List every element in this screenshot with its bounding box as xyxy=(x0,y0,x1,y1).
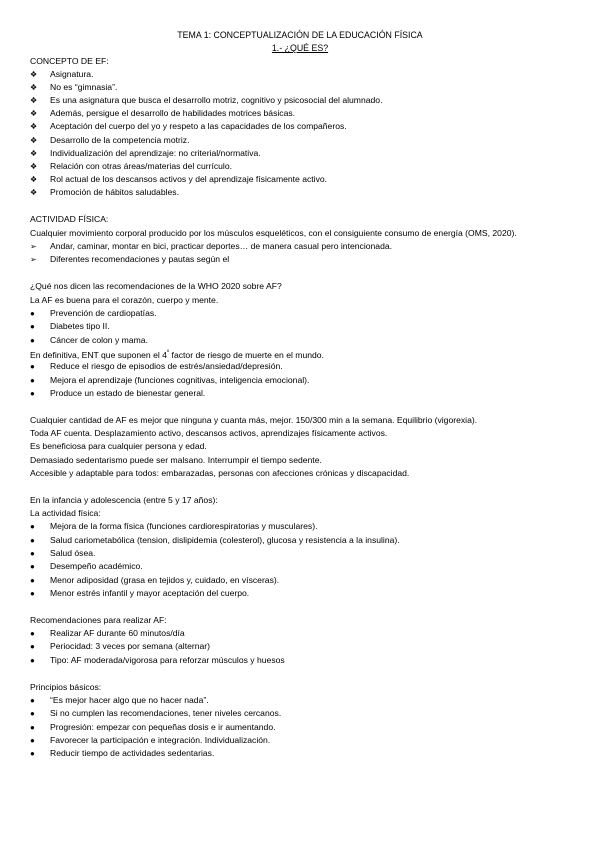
list-item: ● Desempeño académico. xyxy=(30,561,143,571)
bullet-icon: ❖ xyxy=(30,188,38,197)
concepto-heading: CONCEPTO DE EF: xyxy=(30,56,109,66)
bullet-icon: ● xyxy=(30,362,35,371)
actividad-definition: Cualquier movimiento corporal producido por los músculos esqueléticos, con el consiguiente consumo de energía (OMS, 2020). xyxy=(30,228,517,238)
bullet-icon: ● xyxy=(30,656,35,665)
bullet-icon: ● xyxy=(30,536,35,545)
bullet-icon: ❖ xyxy=(30,96,38,105)
infancia-heading: En la infancia y adolescencia (entre 5 y 17 años): xyxy=(30,495,218,505)
bullet-icon: ● xyxy=(30,736,35,745)
list-item: ❖ Relación con otras áreas/materias del currículo. xyxy=(30,161,232,171)
bullet-icon: ❖ xyxy=(30,136,38,145)
infancia-subheading: La actividad física: xyxy=(30,508,101,518)
bullet-icon: ❖ xyxy=(30,149,38,158)
bullet-icon: ❖ xyxy=(30,162,38,171)
bullet-icon: ● xyxy=(30,549,35,558)
list-item: ● “Es mejor hacer algo que no hacer nada”. xyxy=(30,695,209,705)
who-summary: En definitiva, ENT que suponen el $4^º$ factor de riesgo de muerte en el mundo. xyxy=(30,349,324,360)
bullet-icon: ● xyxy=(30,576,35,585)
arrow-bullet-icon: ➢ xyxy=(30,242,37,251)
bullet-icon: ● xyxy=(30,522,35,531)
arrow-bullet-icon: ➢ xyxy=(30,255,37,264)
list-item: ❖ Desarrollo de la competencia motriz. xyxy=(30,135,190,145)
who-intro: La AF es buena para el corazón, cuerpo y mente. xyxy=(30,295,219,305)
statement: Accesible y adaptable para todos: embarazadas, personas con afecciones crónicas y discapacidad. xyxy=(30,468,410,478)
bullet-icon: ● xyxy=(30,749,35,758)
document-subtitle: 1.- ¿QUÉ ES? xyxy=(271,43,329,53)
statement: Demasiado sedentarismo puede ser malsano. Interrumpir el tiempo sedente. xyxy=(30,455,322,465)
list-item: ❖ Además, persigue el desarrollo de habilidades motrices básicas. xyxy=(30,108,296,118)
list-item: ● Diabetes tipo II. xyxy=(30,321,110,331)
list-item: ● Periocidad: 3 veces por semana (alternar) xyxy=(30,641,211,651)
list-item: ● Mejora el aprendizaje (funciones cognitivas, inteligencia emocional). xyxy=(30,375,310,385)
list-item: ● Salud cariometabólica (tension, dislipidemia (colesterol), glucosa y resistencia a la insulina). xyxy=(30,535,400,545)
bullet-icon: ● xyxy=(30,322,35,331)
bullet-icon: ● xyxy=(30,376,35,385)
statement: Toda AF cuenta. Desplazamiento activo, descansos activos, aprendizajes físicamente activos. xyxy=(30,428,388,438)
list-item: ❖ Es una asignatura que busca el desarrollo motriz, cognitivo y psicosocial del alumnado. xyxy=(30,95,383,105)
list-item: ● Realizar AF durante 60 minutos/día xyxy=(30,628,185,638)
bullet-icon: ● xyxy=(30,309,35,318)
bullet-icon: ● xyxy=(30,389,35,398)
list-item: ● Cáncer de colon y mama. xyxy=(30,335,148,345)
bullet-icon: ● xyxy=(30,642,35,651)
list-item: ❖ Aceptación del cuerpo del yo y respeto a las capacidades de los compañeros. xyxy=(30,121,347,131)
bullet-icon: ● xyxy=(30,336,35,345)
list-item: ● Reducir tiempo de actividades sedentarias. xyxy=(30,748,215,758)
bullet-icon: ● xyxy=(30,629,35,638)
list-item: ● Favorecer la participación e integración. Individualización. xyxy=(30,735,271,745)
document-title: TEMA 1: CONCEPTUALIZACIÓN DE LA EDUCACIÓN FÍSICA xyxy=(177,30,423,40)
recomendaciones-heading: Recomendaciones para realizar AF: xyxy=(30,615,167,625)
list-item: ❖ Promoción de hábitos saludables. xyxy=(30,187,179,197)
bullet-icon: ❖ xyxy=(30,70,38,79)
list-item: ➢ Diferentes recomendaciones y pautas según el xyxy=(30,254,230,264)
bullet-icon: ● xyxy=(30,723,35,732)
list-item: ❖ Asignatura. xyxy=(30,69,94,79)
list-item: ➢ Andar, caminar, montar en bici, practicar deportes… de manera casual pero intencionada. xyxy=(30,241,393,251)
bullet-icon: ❖ xyxy=(30,83,38,92)
bullet-icon: ● xyxy=(30,589,35,598)
bullet-icon: ● xyxy=(30,696,35,705)
list-item: ● Menor adiposidad (grasa en tejidos y, cuidado, en vísceras). xyxy=(30,575,280,585)
bullet-icon: ❖ xyxy=(30,175,38,184)
list-item: ● Prevención de cardiopatías. xyxy=(30,308,157,318)
list-item: ❖ Individualización del aprendizaje: no criterial/normativa. xyxy=(30,148,261,158)
list-item: ● Reduce el riesgo de episodios de estrés/ansiedad/depresión. xyxy=(30,361,283,371)
statement: Cualquier cantidad de AF es mejor que ninguna y cuanta más, mejor. 150/300 min a la semana. Equilibrio (vigorexia). xyxy=(30,415,478,425)
statement: Es beneficiosa para cualquier persona y edad. xyxy=(30,441,207,451)
actividad-heading: ACTIVIDAD FÍSICA: xyxy=(30,214,109,224)
bullet-icon: ● xyxy=(30,562,35,571)
list-item: ❖ Rol actual de los descansos activos y del aprendizaje físicamente activo. xyxy=(30,174,328,184)
list-item: ● Produce un estado de bienestar general. xyxy=(30,388,206,398)
list-item: ● Tipo: AF moderada/vigorosa para reforzar músculos y huesos xyxy=(30,655,285,665)
principios-heading: Principios básicos: xyxy=(30,682,102,692)
list-item: ● Salud ósea. xyxy=(30,548,96,558)
list-item: ❖ No es “gimnasia”. xyxy=(30,82,118,92)
list-item: ● Progresión: empezar con pequeñas dosis e ir aumentando. xyxy=(30,722,276,732)
list-item: ● Menor estrés infantil y mayor aceptación del cuerpo. xyxy=(30,588,250,598)
bullet-icon: ● xyxy=(30,709,35,718)
list-item: ● Mejora de la forma física (funciones cardiorespiratorias y musculares). xyxy=(30,521,318,531)
bullet-icon: ❖ xyxy=(30,122,38,131)
list-item: ● Si no cumplen las recomendaciones, tener niveles cercanos. xyxy=(30,708,282,718)
bullet-icon: ❖ xyxy=(30,109,38,118)
who-question: ¿Qué nos dicen las recomendaciones de la WHO 2020 sobre AF? xyxy=(30,281,282,291)
